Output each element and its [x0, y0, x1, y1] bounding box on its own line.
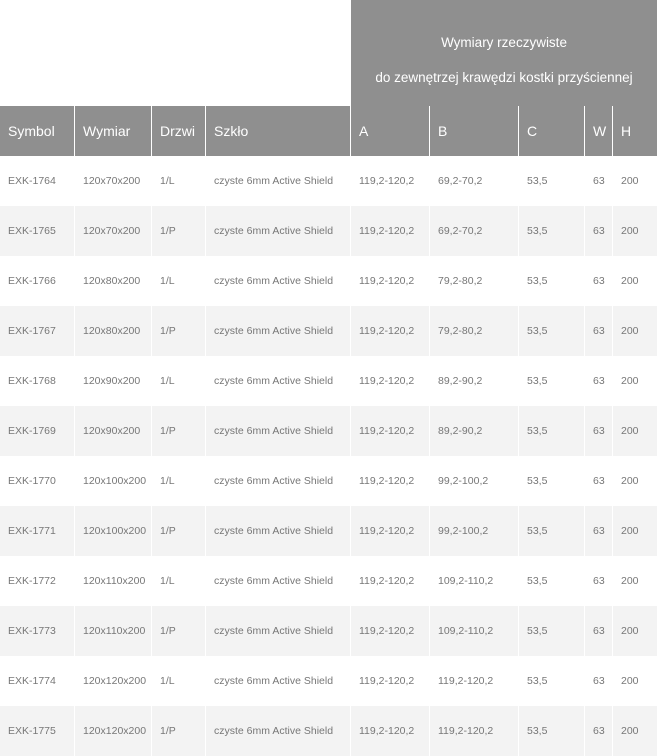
cell-c: 53,5 — [519, 306, 585, 356]
col-header-symbol: Symbol — [0, 106, 75, 156]
cell-a: 119,2-120,2 — [351, 556, 430, 606]
cell-c: 53,5 — [519, 406, 585, 456]
cell-szklo: czyste 6mm Active Shield — [206, 356, 351, 406]
cell-b: 109,2-110,2 — [430, 556, 519, 606]
cell-h: 200 — [613, 456, 657, 506]
cell-szklo: czyste 6mm Active Shield — [206, 156, 351, 206]
cell-wymiar: 120x100x200 — [75, 456, 152, 506]
cell-drzwi: 1/L — [152, 156, 206, 206]
cell-w: 63 — [585, 706, 613, 756]
cell-w: 63 — [585, 506, 613, 556]
cell-a: 119,2-120,2 — [351, 256, 430, 306]
cell-symbol: EXK-1773 — [0, 606, 75, 656]
cell-h: 200 — [613, 556, 657, 606]
cell-symbol: EXK-1764 — [0, 156, 75, 206]
cell-c: 53,5 — [519, 456, 585, 506]
cell-drzwi: 1/L — [152, 256, 206, 306]
cell-wymiar: 120x110x200 — [75, 556, 152, 606]
cell-drzwi: 1/L — [152, 456, 206, 506]
cell-c: 53,5 — [519, 256, 585, 306]
cell-a: 119,2-120,2 — [351, 706, 430, 756]
cell-h: 200 — [613, 506, 657, 556]
cell-symbol: EXK-1768 — [0, 356, 75, 406]
col-header-drzwi: Drzwi — [152, 106, 206, 156]
cell-c: 53,5 — [519, 506, 585, 556]
cell-c: 53,5 — [519, 356, 585, 406]
cell-b: 89,2-90,2 — [430, 356, 519, 406]
cell-wymiar: 120x70x200 — [75, 206, 152, 256]
cell-wymiar: 120x80x200 — [75, 306, 152, 356]
cell-a: 119,2-120,2 — [351, 306, 430, 356]
table-row — [0, 306, 657, 356]
cell-w: 63 — [585, 406, 613, 456]
table-row — [0, 206, 657, 256]
cell-a: 119,2-120,2 — [351, 156, 430, 206]
cell-symbol: EXK-1771 — [0, 506, 75, 556]
cell-w: 63 — [585, 456, 613, 506]
cell-szklo: czyste 6mm Active Shield — [206, 306, 351, 356]
cell-b: 79,2-80,2 — [430, 256, 519, 306]
table-row — [0, 506, 657, 556]
cell-c: 53,5 — [519, 206, 585, 256]
cell-b: 119,2-120,2 — [430, 706, 519, 756]
cell-b: 119,2-120,2 — [430, 656, 519, 706]
cell-wymiar: 120x120x200 — [75, 706, 152, 756]
table-body — [0, 156, 657, 756]
cell-b: 69,2-70,2 — [430, 156, 519, 206]
cell-drzwi: 1/P — [152, 306, 206, 356]
table-row — [0, 706, 657, 756]
col-header-h: H — [613, 106, 657, 156]
cell-drzwi: 1/P — [152, 506, 206, 556]
cell-c: 53,5 — [519, 156, 585, 206]
col-header-b: B — [430, 106, 519, 156]
cell-drzwi: 1/P — [152, 206, 206, 256]
cell-c: 53,5 — [519, 556, 585, 606]
table-row — [0, 556, 657, 606]
cell-drzwi: 1/L — [152, 656, 206, 706]
cell-szklo: czyste 6mm Active Shield — [206, 406, 351, 456]
cell-b: 109,2-110,2 — [430, 606, 519, 656]
cell-symbol: EXK-1775 — [0, 706, 75, 756]
cell-w: 63 — [585, 256, 613, 306]
cell-w: 63 — [585, 556, 613, 606]
cell-a: 119,2-120,2 — [351, 656, 430, 706]
cell-w: 63 — [585, 156, 613, 206]
table-row — [0, 356, 657, 406]
cell-a: 119,2-120,2 — [351, 606, 430, 656]
cell-h: 200 — [613, 656, 657, 706]
col-header-wymiar: Wymiar — [75, 106, 152, 156]
cell-b: 79,2-80,2 — [430, 306, 519, 356]
cell-drzwi: 1/L — [152, 356, 206, 406]
cell-szklo: czyste 6mm Active Shield — [206, 556, 351, 606]
cell-b: 99,2-100,2 — [430, 456, 519, 506]
col-header-w: W — [585, 106, 613, 156]
cell-w: 63 — [585, 606, 613, 656]
cell-c: 53,5 — [519, 706, 585, 756]
cell-c: 53,5 — [519, 606, 585, 656]
cell-a: 119,2-120,2 — [351, 356, 430, 406]
header-band-row-1 — [0, 0, 657, 52]
table-row — [0, 156, 657, 206]
cell-w: 63 — [585, 356, 613, 406]
cell-wymiar: 120x90x200 — [75, 356, 152, 406]
cell-h: 200 — [613, 306, 657, 356]
cell-wymiar: 120x70x200 — [75, 156, 152, 206]
cell-szklo: czyste 6mm Active Shield — [206, 606, 351, 656]
cell-wymiar: 120x100x200 — [75, 506, 152, 556]
col-header-szklo: Szkło — [206, 106, 351, 156]
cell-wymiar: 120x80x200 — [75, 256, 152, 306]
cell-symbol: EXK-1767 — [0, 306, 75, 356]
cell-symbol: EXK-1774 — [0, 656, 75, 706]
header-band-subtitle: do zewnętrzej krawędzi kostki przyściennej — [351, 52, 657, 106]
cell-symbol: EXK-1765 — [0, 206, 75, 256]
cell-wymiar: 120x90x200 — [75, 406, 152, 456]
cell-h: 200 — [613, 356, 657, 406]
cell-c: 53,5 — [519, 656, 585, 706]
col-header-a: A — [351, 106, 430, 156]
cell-a: 119,2-120,2 — [351, 206, 430, 256]
cell-szklo: czyste 6mm Active Shield — [206, 706, 351, 756]
cell-h: 200 — [613, 256, 657, 306]
cell-h: 200 — [613, 206, 657, 256]
header-band-spacer — [0, 0, 351, 52]
cell-symbol: EXK-1766 — [0, 256, 75, 306]
cell-wymiar: 120x110x200 — [75, 606, 152, 656]
cell-h: 200 — [613, 606, 657, 656]
table-row — [0, 256, 657, 306]
cell-symbol: EXK-1772 — [0, 556, 75, 606]
cell-a: 119,2-120,2 — [351, 456, 430, 506]
cell-drzwi: 1/P — [152, 406, 206, 456]
table-row — [0, 456, 657, 506]
cell-drzwi: 1/P — [152, 706, 206, 756]
cell-a: 119,2-120,2 — [351, 406, 430, 456]
header-band-title: Wymiary rzeczywiste — [351, 0, 657, 52]
cell-w: 63 — [585, 206, 613, 256]
table-row — [0, 406, 657, 456]
cell-b: 99,2-100,2 — [430, 506, 519, 556]
cell-h: 200 — [613, 406, 657, 456]
cell-a: 119,2-120,2 — [351, 506, 430, 556]
cell-symbol: EXK-1770 — [0, 456, 75, 506]
column-header-row — [0, 106, 657, 156]
cell-b: 69,2-70,2 — [430, 206, 519, 256]
cell-szklo: czyste 6mm Active Shield — [206, 256, 351, 306]
cell-h: 200 — [613, 706, 657, 756]
cell-szklo: czyste 6mm Active Shield — [206, 206, 351, 256]
col-header-c: C — [519, 106, 585, 156]
header-band-spacer — [0, 52, 351, 106]
cell-drzwi: 1/P — [152, 606, 206, 656]
header-band-row-2 — [0, 52, 657, 106]
cell-szklo: czyste 6mm Active Shield — [206, 656, 351, 706]
cell-szklo: czyste 6mm Active Shield — [206, 506, 351, 556]
cell-drzwi: 1/L — [152, 556, 206, 606]
cell-symbol: EXK-1769 — [0, 406, 75, 456]
table-row — [0, 656, 657, 706]
cell-wymiar: 120x120x200 — [75, 656, 152, 706]
table-row — [0, 606, 657, 656]
cell-w: 63 — [585, 306, 613, 356]
cell-b: 89,2-90,2 — [430, 406, 519, 456]
cell-w: 63 — [585, 656, 613, 706]
cell-szklo: czyste 6mm Active Shield — [206, 456, 351, 506]
cell-h: 200 — [613, 156, 657, 206]
